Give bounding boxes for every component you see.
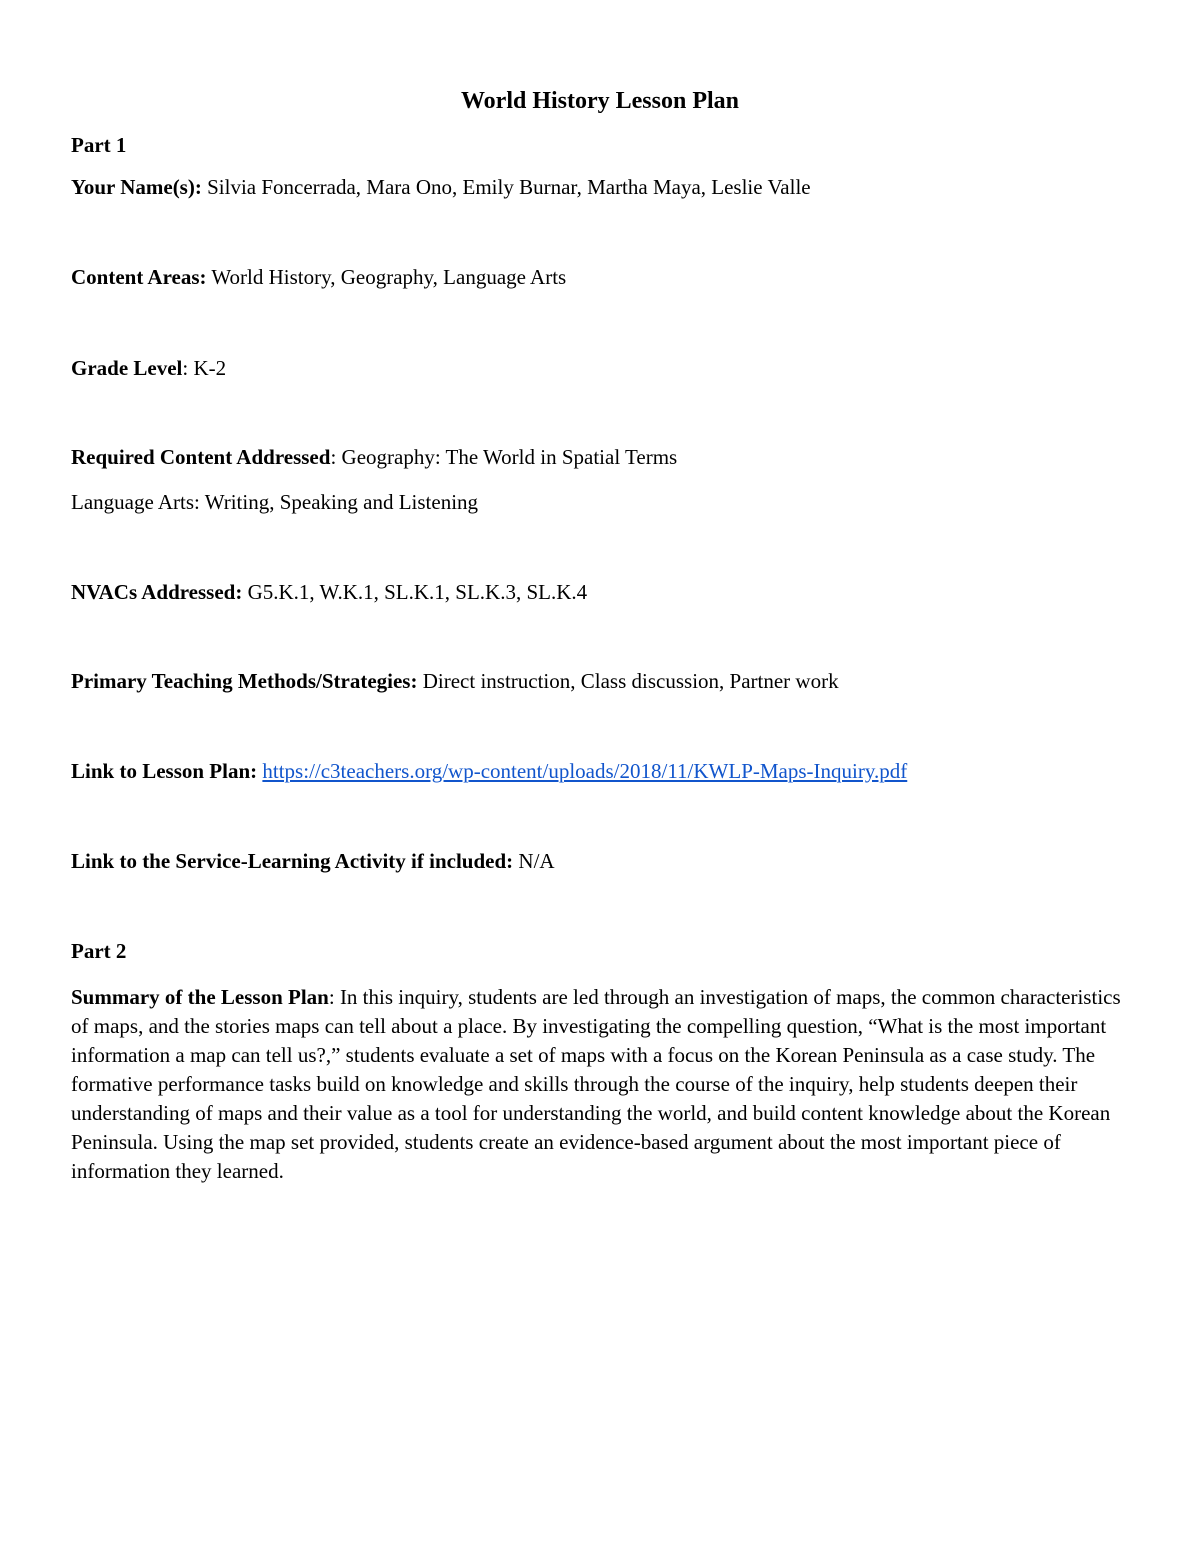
part2-heading-text: Part 2 [71, 939, 127, 963]
content-areas-row [71, 263, 566, 291]
content-areas-label: Content Areas: [71, 265, 207, 289]
summary-text: : In this inquiry, students are led through an investigation of maps, the common characteristics of maps, and the stories maps can tell about a place. By investigating the compelling question, “What is the most important information a map can tell us?,” students evaluate a set of maps with a focus on the Korean Peninsula as a case study. The formative performance tasks build on knowledge and skills through the course of the inquiry, help students deepen their understanding of maps and their value as a tool for understanding the world, and build content knowledge about the Korean Peninsula. Using the map set provided, students create an evidence-based argument about the most important piece of information they learned. [71, 985, 1121, 1183]
required-content-second-line: Language Arts: Writing, Speaking and Listening [71, 490, 479, 514]
content-areas-value: World History, Geography, Language Arts [206, 265, 567, 289]
required-content-label: Required Content Addressed [71, 445, 331, 469]
names-value: Silvia Foncerrada, Mara Ono, Emily Burnar, Martha Maya, Leslie Valle [201, 175, 811, 199]
part1-heading [71, 131, 126, 159]
lesson-link-label: Link to Lesson Plan: [71, 759, 258, 783]
service-link-label: Link to the Service-Learning Activity if included: [71, 849, 514, 873]
part1-heading-text: Part 1 [71, 133, 127, 157]
methods-row [71, 667, 839, 695]
summary-paragraph [71, 983, 1141, 1186]
nvacs-label: NVACs Addressed: [71, 580, 243, 604]
methods-label: Primary Teaching Methods/Strategies: [71, 669, 418, 693]
nvacs-row [71, 578, 587, 606]
lesson-plan-link[interactable]: https://c3teachers.org/wp-content/uploads/2018/11/KWLP-Maps-Inquiry.pdf [262, 759, 908, 783]
lesson-link-row [71, 757, 907, 785]
grade-level-value: : K-2 [182, 356, 227, 380]
names-label: Your Name(s): [71, 175, 202, 199]
required-content-value: : Geography: The World in Spatial Terms [330, 445, 678, 469]
methods-value: Direct instruction, Class discussion, Partner work [417, 669, 839, 693]
names-row [71, 173, 811, 201]
document-title: World History Lesson Plan [460, 88, 740, 114]
service-link-row [71, 847, 555, 875]
service-link-value: N/A [513, 849, 555, 873]
grade-level-row [71, 354, 226, 382]
nvacs-value: G5.K.1, W.K.1, SL.K.1, SL.K.3, SL.K.4 [242, 580, 588, 604]
part2-heading [71, 937, 126, 965]
required-content-row [71, 443, 677, 471]
summary-label: Summary of the Lesson Plan [71, 985, 329, 1009]
grade-level-label: Grade Level [71, 356, 183, 380]
